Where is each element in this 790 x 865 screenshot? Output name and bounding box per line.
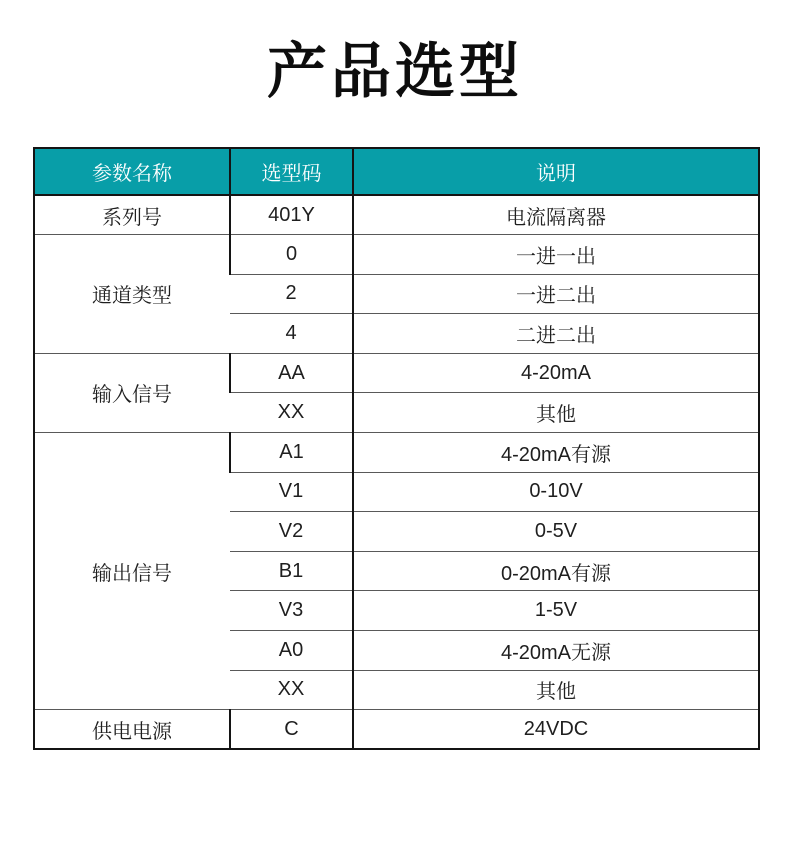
- code-cell: V3: [230, 591, 353, 631]
- header-param-name: 参数名称: [34, 148, 230, 195]
- desc-cell: 0-10V: [353, 472, 759, 512]
- code-cell: XX: [230, 393, 353, 433]
- code-cell: 4: [230, 314, 353, 354]
- code-cell: C: [230, 710, 353, 750]
- desc-cell: 其他: [353, 670, 759, 710]
- param-cell: 系列号: [34, 195, 230, 235]
- code-cell: V1: [230, 472, 353, 512]
- desc-cell: 4-20mA: [353, 353, 759, 393]
- header-selection-code: 选型码: [230, 148, 353, 195]
- desc-cell: 一进一出: [353, 235, 759, 275]
- page-title: 产品选型: [267, 38, 523, 105]
- code-cell: XX: [230, 670, 353, 710]
- desc-cell: 4-20mA有源: [353, 433, 759, 473]
- desc-cell: 24VDC: [353, 710, 759, 750]
- code-cell: V2: [230, 512, 353, 552]
- code-cell: A1: [230, 433, 353, 473]
- code-cell: 2: [230, 274, 353, 314]
- table-header-row: [34, 148, 759, 195]
- table-row: [34, 433, 759, 473]
- code-cell: AA: [230, 353, 353, 393]
- desc-cell: 4-20mA无源: [353, 631, 759, 671]
- table-row: [34, 353, 759, 393]
- param-cell: 输入信号: [34, 353, 230, 432]
- code-cell: 401Y: [230, 195, 353, 235]
- code-cell: 0: [230, 235, 353, 275]
- desc-cell: 1-5V: [353, 591, 759, 631]
- code-cell: B1: [230, 551, 353, 591]
- desc-cell: 电流隔离器: [353, 195, 759, 235]
- table-row: [34, 235, 759, 275]
- desc-cell: 一进二出: [353, 274, 759, 314]
- desc-cell: 0-20mA有源: [353, 551, 759, 591]
- param-cell: 供电电源: [34, 710, 230, 750]
- desc-cell: 二进二出: [353, 314, 759, 354]
- header-description: 说明: [353, 148, 759, 195]
- table-row: [34, 195, 759, 235]
- code-cell: A0: [230, 631, 353, 671]
- param-cell: 输出信号: [34, 433, 230, 710]
- desc-cell: 其他: [353, 393, 759, 433]
- desc-cell: 0-5V: [353, 512, 759, 552]
- table-row: [34, 710, 759, 750]
- product-selection-table: [33, 147, 760, 750]
- param-cell: 通道类型: [34, 235, 230, 354]
